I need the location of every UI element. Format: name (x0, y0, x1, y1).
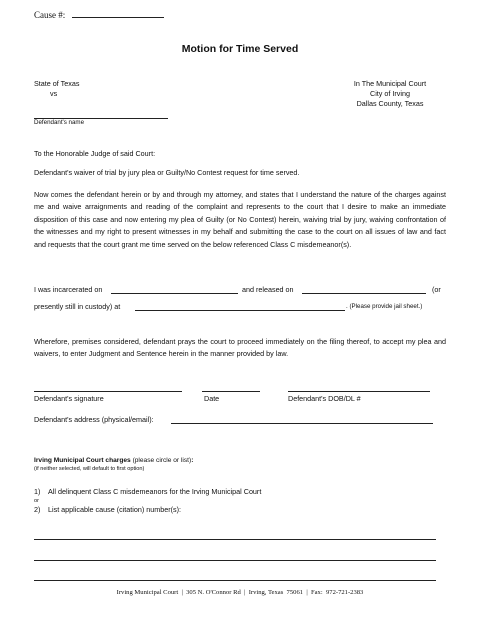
cause-number-line[interactable] (34, 560, 436, 561)
jail-sheet-note: . (Please provide jail sheet.) (346, 303, 423, 310)
or-separator: or (34, 498, 39, 504)
court-county: Dallas County, Texas (356, 99, 424, 108)
released-date-field[interactable] (302, 293, 426, 294)
address-field[interactable] (171, 423, 433, 424)
charges-heading-colon: : (191, 457, 194, 464)
cause-number-field[interactable] (72, 9, 164, 18)
option-1-text[interactable]: All delinquent Class C misdemeanors for the Irving Municipal Court (48, 487, 262, 496)
charges-heading (34, 456, 193, 465)
waiver-intro: Defendant's waiver of trial by jury plea or Guilty/No Contest request for time served. (34, 168, 300, 177)
dob-dl-label: Defendant's DOB/DL # (288, 394, 361, 403)
main-paragraph: Now comes the defendant herein or by and through my attorney, and states that I understand the nature of the charges against me and waive arraignments and reading of the complaint and represents to the court that I desire to make an immediate disposition of this case and now entering my plea of Guilty (or No Contest) herein, waiving trial by jury, waiving confrontation of the witnesses and my right to present witnesses in my behalf and submitting the case to the court on all issues of law and fact and requests that the court grant me time served on the below referenced Class C misdemeanor(s). (34, 190, 446, 249)
dob-dl-field[interactable] (288, 391, 430, 392)
incarcerated-date-field[interactable] (111, 293, 238, 294)
cause-number-row (34, 9, 164, 21)
page-title: Motion for Time Served (181, 43, 299, 55)
charges-heading-title: Irving Municipal Court charges (34, 457, 131, 464)
date-field[interactable] (202, 391, 260, 392)
released-on-label: and released on (242, 285, 294, 294)
presently-in-custody-label: presently still in custody) at (34, 302, 121, 311)
cause-number-line[interactable] (34, 539, 436, 540)
option-2-text[interactable]: List applicable cause (citation) number(s): (48, 505, 182, 514)
incarcerated-on-label: I was incarcerated on (34, 285, 103, 294)
versus-label: vs (50, 89, 58, 98)
state-of-texas: State of Texas (34, 79, 80, 88)
jail-location-field[interactable] (135, 310, 345, 311)
court-name: In The Municipal Court (353, 79, 427, 88)
footer-address: Irving Municipal Court | 305 N. O'Connor Rd | Irving, Texas 75061 | Fax: 972-721-2383 (116, 589, 364, 596)
option-2-number: 2) (34, 505, 41, 514)
option-1-number: 1) (34, 487, 41, 496)
wherefore-paragraph: Wherefore, premises considered, defendant prays the court to proceed immediately on the filing thereof, to accept my plea and waivers, to enter Judgment and Sentence herein in the manner provided by law. (34, 337, 446, 359)
signature-label: Defendant's signature (34, 394, 104, 403)
defendant-name-label: Defendant's name (34, 119, 85, 126)
charges-heading-note: (please circle or list) (130, 457, 192, 464)
salutation: To the Honorable Judge of said Court: (34, 149, 156, 158)
signature-field[interactable] (34, 391, 182, 392)
cause-number-line[interactable] (34, 580, 436, 581)
charges-default-note: (if neither selected, will default to first option) (34, 466, 145, 472)
court-city: City of Irving (370, 89, 410, 98)
cause-label: Cause #: (34, 10, 66, 20)
date-label: Date (204, 394, 220, 403)
address-label: Defendant's address (physical/email): (34, 415, 154, 424)
or-open-paren: (or (432, 285, 441, 294)
